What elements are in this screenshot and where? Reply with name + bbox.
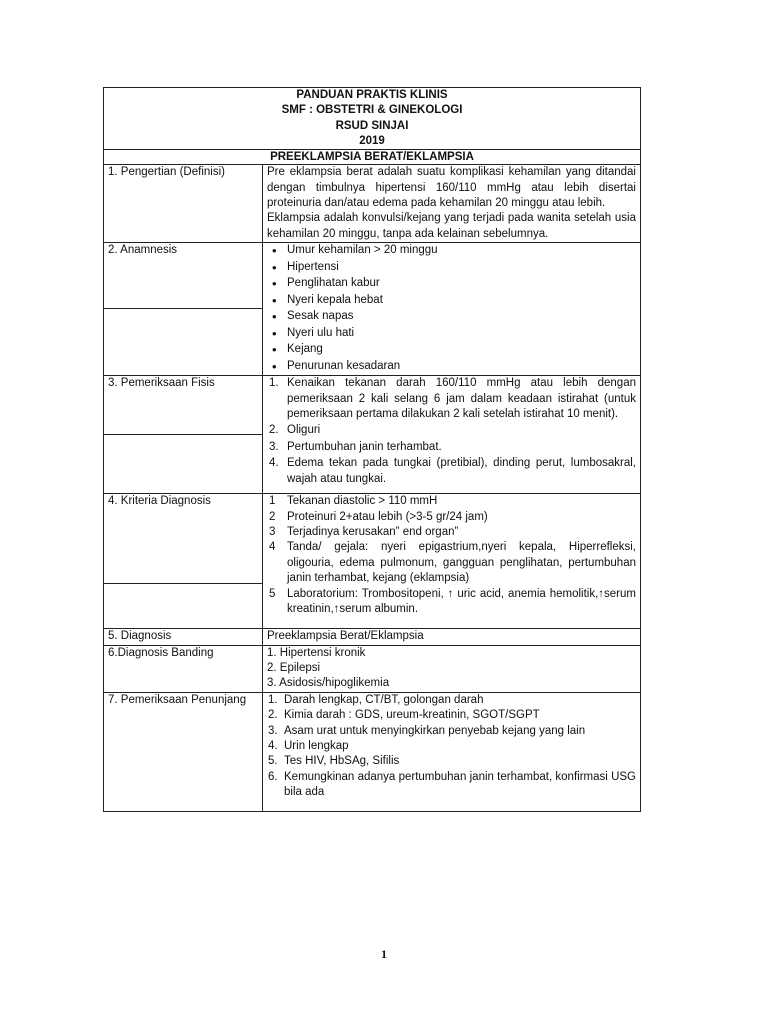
row-diagnosis	[104, 629, 641, 645]
kriteria-item-text: Terjadinya kerusakan” end organ”	[287, 526, 459, 539]
penunjang-item-text: Kemungkinan adanya pertumbuhan janin terhambat, konfirmasi USG bila ada	[284, 770, 636, 799]
header-line-1: PANDUAN PRAKTIS KLINIS	[296, 89, 448, 101]
kriteria-item-text: Tanda/ gejala: nyeri epigastrium,nyeri kepala, Hiperrefleksi, oligouria, edema pulmonum, gangguan penglihatan, pertumbuhan janin terhambat, kejang (eklampsia)	[287, 541, 636, 585]
label-anamnesis-empty	[104, 308, 263, 376]
fisis-list	[267, 376, 636, 487]
penunjang-item-text: Asam urat untuk menyingkirkan penyebab kejang yang lain	[284, 724, 586, 737]
row-banding	[104, 645, 641, 692]
penunjang-item-number: 5.	[268, 755, 278, 768]
penunjang-item-text: Kimia darah : GDS, ureum-kreatinin, SGOT/SGPT	[284, 709, 540, 722]
penunjang-item	[268, 770, 636, 801]
label-penunjang: 7. Pemeriksaan Penunjang	[104, 692, 263, 811]
kriteria-item	[269, 540, 636, 586]
row-pengertian	[104, 165, 641, 243]
label-banding: 6.Diagnosis Banding	[104, 645, 263, 692]
anamnesis-item: • Sesak napas	[287, 309, 636, 326]
penunjang-item-number: 6.	[268, 770, 278, 783]
label-diagnosis: 5. Diagnosis	[104, 629, 263, 645]
content-kriteria	[263, 494, 641, 629]
penunjang-item-text: Urin lengkap	[284, 740, 349, 753]
fisis-item	[269, 423, 636, 438]
label-anamnesis: 2. Anamnesis	[104, 243, 263, 308]
anamnesis-item: • Kejang	[287, 342, 636, 359]
kriteria-item-number: 1	[269, 495, 276, 508]
label-fisis-empty	[104, 435, 263, 494]
content-pemeriksaan-fisis	[263, 376, 641, 494]
label-pemeriksaan-fisis: 3. Pemeriksaan Fisis	[104, 376, 263, 435]
fisis-item-number: 1.	[269, 377, 279, 390]
anamnesis-item: • Penurunan kesadaran	[287, 359, 636, 376]
fisis-item-text: Oliguri	[287, 424, 321, 437]
kriteria-item-number: 2	[269, 510, 276, 523]
label-kriteria-empty	[104, 584, 263, 629]
anamnesis-list	[267, 243, 636, 375]
content-banding	[263, 645, 641, 692]
content-diagnosis: Preeklampsia Berat/Eklampsia	[263, 629, 641, 645]
penunjang-item	[268, 754, 636, 769]
penunjang-item-number: 2.	[268, 709, 278, 722]
fisis-item-text: Pertumbuhan janin terhambat.	[287, 440, 442, 453]
content-penunjang	[263, 692, 641, 811]
definition-preeclampsia: Pre eklampsia berat adalah suatu komplikasi kehamilan yang ditandai dengan timbulnya hipertensi 160/110 mmHg atau lebih disertai proteinuria dan/atau edema pada kehamilan 20 minggu atau lebih.	[267, 166, 636, 209]
kriteria-item-text: Tekanan diastolic > 110 mmH	[287, 495, 438, 508]
anamnesis-item: • Nyeri ulu hati	[287, 326, 636, 343]
anamnesis-item: • Hipertensi	[287, 260, 636, 277]
content-pengertian	[263, 165, 641, 243]
anamnesis-item: • Umur kehamilan > 20 minggu	[287, 243, 636, 260]
document-title: PREEKLAMPSIA BERAT/EKLAMPSIA	[104, 150, 641, 165]
kriteria-item-text: Laboratorium: Trombositopeni, ↑ uric acid, anemia hemolitik,↑serum kreatinin,↑serum albumin.	[287, 587, 636, 616]
label-pengertian: 1. Pengertian (Definisi)	[104, 165, 263, 243]
anamnesis-item: • Penglihatan kabur	[287, 276, 636, 293]
penunjang-item-number: 1.	[268, 693, 278, 706]
clinical-guide-table	[103, 87, 641, 812]
kriteria-item-number: 5	[269, 587, 276, 600]
row-pemeriksaan-fisis	[104, 376, 641, 435]
kriteria-item-text: Proteinuri 2+atau lebih (>3-5 gr/24 jam)	[287, 510, 488, 523]
penunjang-item-text: Tes HIV, HbSAg, Sifilis	[284, 755, 400, 768]
kriteria-item	[269, 510, 636, 525]
penunjang-item	[268, 739, 636, 754]
fisis-item-text: Edema tekan pada tungkai (pretibial), dinding perut, lumbosakral, wajah atau tungkai.	[287, 457, 636, 485]
fisis-item-text: Kenaikan tekanan darah 160/110 mmHg atau lebih dengan pemeriksaan 2 kali selang 6 jam dalam keadaan istirahat (untuk pemeriksaan pertama dilakukan 2 kali setelah istirahat 10 menit).	[287, 377, 636, 421]
document-header	[104, 88, 641, 150]
kriteria-item	[269, 494, 636, 509]
kriteria-item	[269, 587, 636, 618]
penunjang-item-number: 3.	[268, 724, 278, 737]
fisis-item	[269, 376, 636, 422]
row-kriteria	[104, 494, 641, 584]
header-line-2: SMF : OBSTETRI & GINEKOLOGI	[281, 104, 463, 117]
row-penunjang	[104, 692, 641, 811]
label-kriteria: 4. Kriteria Diagnosis	[104, 494, 263, 584]
penunjang-item-number: 4.	[268, 740, 278, 753]
banding-item: 2. Epilepsi	[267, 662, 321, 675]
fisis-item	[269, 440, 636, 455]
fisis-item	[269, 456, 636, 487]
penunjang-item	[268, 708, 636, 723]
kriteria-item-number: 3	[269, 526, 276, 539]
kriteria-list	[267, 494, 636, 617]
penunjang-list	[267, 693, 636, 801]
banding-item: 3. Asidosis/hipoglikemia	[267, 677, 390, 690]
fisis-item-number: 3.	[269, 440, 279, 453]
row-anamnesis	[104, 243, 641, 308]
kriteria-item-number: 4	[269, 541, 276, 554]
fisis-item-number: 2.	[269, 424, 279, 437]
header-line-4: 2019	[359, 134, 385, 147]
banding-item: 1. Hipertensi kronik	[267, 646, 366, 659]
content-anamnesis	[263, 243, 641, 376]
definition-eclampsia: Eklampsia adalah konvulsi/kejang yang terjadi pada wanita setelah usia kehamilan 20 minggu, tanpa ada kelainan sebelumnya.	[267, 212, 636, 240]
fisis-item-number: 4.	[269, 457, 279, 470]
anamnesis-item: • Nyeri kepala hebat	[287, 293, 636, 310]
penunjang-item-text: Darah lengkap, CT/BT, golongan darah	[284, 693, 484, 706]
penunjang-item	[268, 724, 636, 739]
header-line-3: RSUD SINJAI	[335, 119, 409, 132]
page-number: 1	[381, 947, 387, 961]
kriteria-item	[269, 525, 636, 540]
penunjang-item	[268, 693, 636, 708]
